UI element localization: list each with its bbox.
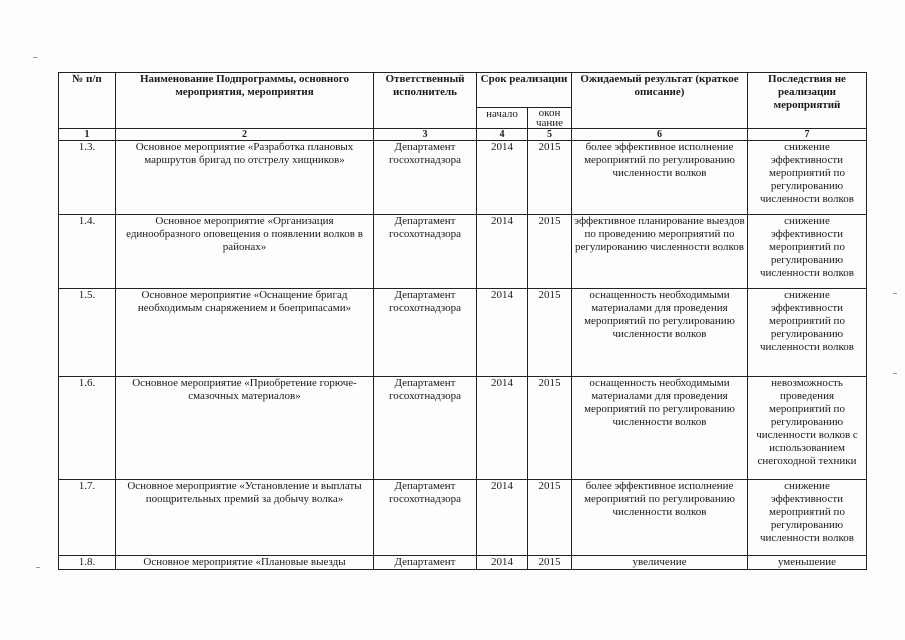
header-result: Ожидаемый результат (краткое описание) [572, 73, 748, 129]
row-name: Основное мероприятие «Плановые выезды [116, 556, 374, 570]
row-executor: Департамент [374, 556, 477, 570]
table-row [59, 377, 867, 480]
row-num: 1.6. [59, 377, 116, 480]
header-name: Наименование Подпрограммы, основного мероприятия, мероприятия [116, 73, 374, 129]
events-table [58, 72, 867, 570]
scan-mark [893, 293, 897, 294]
table-row [59, 480, 867, 556]
row-executor: Департамент госохотнадзора [374, 215, 477, 289]
colnum: 1 [59, 129, 116, 141]
row-num: 1.4. [59, 215, 116, 289]
row-consequences: уменьшение [748, 556, 867, 570]
colnum: 2 [116, 129, 374, 141]
row-executor: Департамент госохотнадзора [374, 141, 477, 215]
scan-mark [33, 57, 37, 58]
row-start: 2014 [477, 377, 528, 480]
row-consequences: невозможность проведения мероприятий по регулированию численности волков с использованием снегоходной техники [748, 377, 867, 480]
colnum: 4 [477, 129, 528, 141]
row-result: оснащенность необходимыми материалами для проведения мероприятий по регулированию численности волков [572, 377, 748, 480]
header-num: № п/п [59, 73, 116, 129]
row-result: эффективное планирование выездов по проведению мероприятий по регулированию численности волков [572, 215, 748, 289]
row-name: Основное мероприятие «Приобретение горюче-смазочных материалов» [116, 377, 374, 480]
row-start: 2014 [477, 215, 528, 289]
colnum: 3 [374, 129, 477, 141]
row-consequences: снижение эффективности мероприятий по регулированию численности волков [748, 215, 867, 289]
row-start: 2014 [477, 141, 528, 215]
row-result: более эффективное исполнение мероприятий по регулированию численности волков [572, 141, 748, 215]
header-term: Срок реализации [477, 73, 572, 108]
column-numbers-row [59, 129, 867, 141]
scan-mark [36, 567, 40, 568]
row-end: 2015 [528, 556, 572, 570]
header-consequences: Последствия не реализации мероприятий [748, 73, 867, 129]
colnum: 5 [528, 129, 572, 141]
header-executor: Ответственный исполнитель [374, 73, 477, 129]
row-consequences: снижение эффективности мероприятий по регулированию численности волков [748, 480, 867, 556]
row-end: 2015 [528, 377, 572, 480]
colnum: 7 [748, 129, 867, 141]
row-name: Основное мероприятие «Разработка плановых маршрутов бригад по отстрелу хищников» [116, 141, 374, 215]
row-executor: Департамент госохотнадзора [374, 377, 477, 480]
row-name: Основное мероприятие «Организация единообразного оповещения о появлении волков в районах» [116, 215, 374, 289]
row-name: Основное мероприятие «Установление и выплаты поощрительных премий за добычу волка» [116, 480, 374, 556]
row-start: 2014 [477, 480, 528, 556]
row-end: 2015 [528, 215, 572, 289]
row-executor: Департамент госохотнадзора [374, 480, 477, 556]
colnum: 6 [572, 129, 748, 141]
row-num: 1.5. [59, 289, 116, 377]
table-row [59, 556, 867, 570]
row-executor: Департамент госохотнадзора [374, 289, 477, 377]
header-start: начало [477, 108, 528, 129]
row-start: 2014 [477, 289, 528, 377]
table-row [59, 289, 867, 377]
row-end: 2015 [528, 289, 572, 377]
row-num: 1.3. [59, 141, 116, 215]
table-row [59, 215, 867, 289]
scan-mark [893, 373, 897, 374]
row-consequences: снижение эффективности мероприятий по регулированию численности волков [748, 289, 867, 377]
row-name: Основное мероприятие «Оснащение бригад необходимым снаряжением и боеприпасами» [116, 289, 374, 377]
row-result: более эффективное исполнение мероприятий по регулированию численности волков [572, 480, 748, 556]
row-consequences: снижение эффективности мероприятий по регулированию численности волков [748, 141, 867, 215]
header-end: окон чание [528, 108, 572, 129]
table-row [59, 141, 867, 215]
row-num: 1.8. [59, 556, 116, 570]
row-end: 2015 [528, 141, 572, 215]
row-start: 2014 [477, 556, 528, 570]
row-num: 1.7. [59, 480, 116, 556]
row-result: оснащенность необходимыми материалами для проведения мероприятий по регулированию численности волков [572, 289, 748, 377]
row-result: увеличение [572, 556, 748, 570]
row-end: 2015 [528, 480, 572, 556]
